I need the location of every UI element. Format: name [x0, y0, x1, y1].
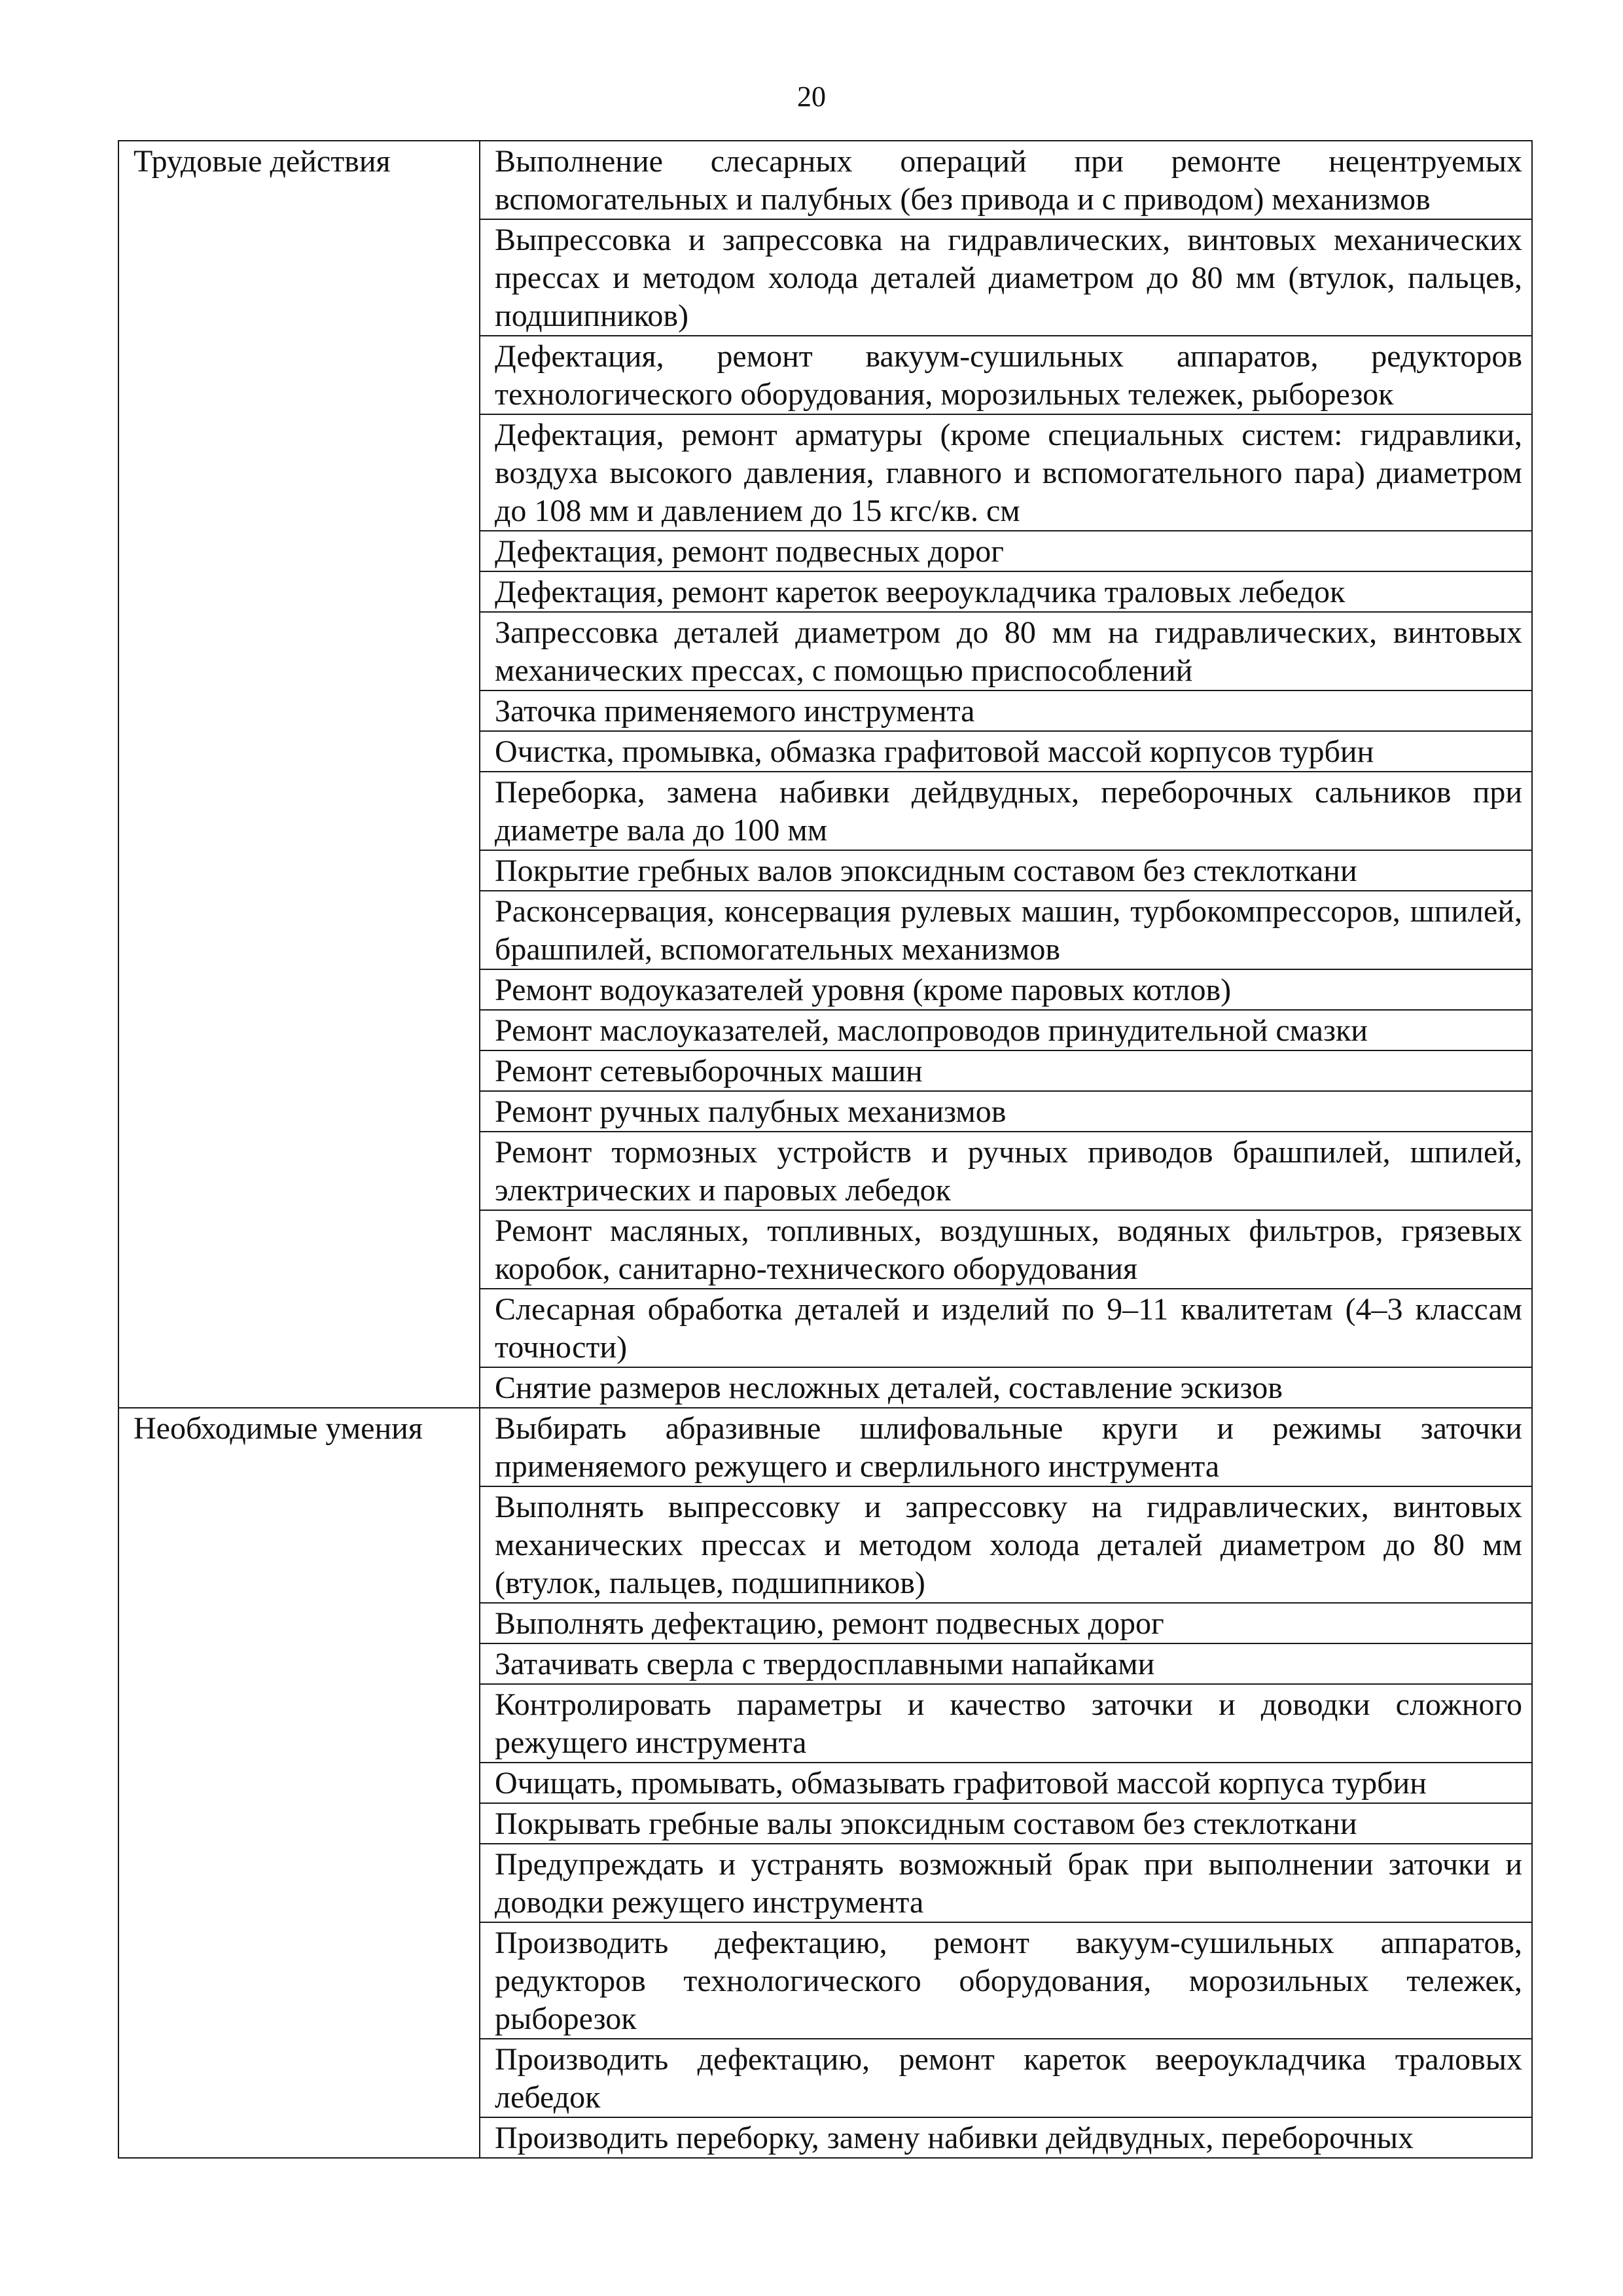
table-cell-item: Расконсервация, консервация рулевых машин, турбокомпрессоров, шпилей, брашпилей, вспомогательных механизмов [480, 891, 1532, 969]
table-row [118, 141, 1532, 219]
table-cell-item: Очищать, промывать, обмазывать графитовой массой корпуса турбин [480, 1763, 1532, 1803]
table-cell-item: Выбирать абразивные шлифовальные круги и режимы заточки применяемого режущего и сверлильного инструмента [480, 1408, 1532, 1486]
section-label: Трудовые действия [118, 141, 480, 1408]
table-cell-item: Ремонт тормозных устройств и ручных приводов брашпилей, шпилей, электрических и паровых лебедок [480, 1132, 1532, 1210]
table-cell-item: Затачивать сверла с твердосплавными напайками [480, 1643, 1532, 1684]
table-cell-item: Производить дефектацию, ремонт вакуум-сушильных аппаратов, редукторов технологического оборудования, морозильных тележек, рыборезок [480, 1922, 1532, 2039]
table-body [118, 141, 1532, 2158]
table-cell-item: Покрывать гребные валы эпоксидным составом без стеклоткани [480, 1803, 1532, 1844]
table-cell-item: Снятие размеров несложных деталей, составление эскизов [480, 1367, 1532, 1408]
table-cell-item: Дефектация, ремонт арматуры (кроме специальных систем: гидравлики, воздуха высокого давления, главного и вспомогательного пара) диаметром до 108 мм и давлением до 15 кгс/кв. см [480, 414, 1532, 531]
table-cell-item: Дефектация, ремонт подвесных дорог [480, 531, 1532, 571]
table-cell-item: Ремонт маслоуказателей, маслопроводов принудительной смазки [480, 1010, 1532, 1050]
table-cell-item: Дефектация, ремонт вакуум-сушильных аппаратов, редукторов технологического оборудования, морозильных тележек, рыборезок [480, 336, 1532, 414]
table-cell-item: Ремонт водоуказателей уровня (кроме паровых котлов) [480, 969, 1532, 1010]
table-cell-item: Выполнять выпрессовку и запрессовку на гидравлических, винтовых механических прессах и методом холода деталей диаметром до 80 мм (втулок, пальцев, подшипников) [480, 1486, 1532, 1603]
table-cell-item: Заточка применяемого инструмента [480, 691, 1532, 731]
table-row [118, 1408, 1532, 1486]
table-cell-item: Выполнять дефектацию, ремонт подвесных дорог [480, 1603, 1532, 1643]
table-cell-item: Покрытие гребных валов эпоксидным составом без стеклоткани [480, 850, 1532, 891]
section-label: Необходимые умения [118, 1408, 480, 2158]
page-number: 20 [797, 81, 826, 113]
table-cell-item: Ремонт масляных, топливных, воздушных, водяных фильтров, грязевых коробок, санитарно-технического оборудования [480, 1210, 1532, 1289]
table-cell-item: Производить переборку, замену набивки дейдвудных, переборочных [480, 2117, 1532, 2158]
table-cell-item: Переборка, замена набивки дейдвудных, переборочных сальников при диаметре вала до 100 мм [480, 772, 1532, 850]
table-cell-item: Ремонт ручных палубных механизмов [480, 1091, 1532, 1132]
table-cell-item: Выпрессовка и запрессовка на гидравлических, винтовых механических прессах и методом холода деталей диаметром до 80 мм (втулок, пальцев, подшипников) [480, 219, 1532, 336]
table-cell-item: Выполнение слесарных операций при ремонте нецентруемых вспомогательных и палубных (без привода и с приводом) механизмов [480, 141, 1532, 219]
table-cell-item: Очистка, промывка, обмазка графитовой массой корпусов турбин [480, 731, 1532, 772]
table-cell-item: Производить дефектацию, ремонт кареток веероукладчика траловых лебедок [480, 2039, 1532, 2117]
table-cell-item: Запрессовка деталей диаметром до 80 мм на гидравлических, винтовых механических прессах, с помощью приспособлений [480, 612, 1532, 691]
table-cell-item: Контролировать параметры и качество заточки и доводки сложного режущего инструмента [480, 1684, 1532, 1763]
table-cell-item: Слесарная обработка деталей и изделий по 9–11 квалитетам (4–3 классам точности) [480, 1289, 1532, 1367]
table-cell-item: Дефектация, ремонт кареток веероукладчика траловых лебедок [480, 571, 1532, 612]
table-cell-item: Предупреждать и устранять возможный брак при выполнении заточки и доводки режущего инструмента [480, 1844, 1532, 1922]
competency-table [118, 140, 1533, 2159]
table-cell-item: Ремонт сетевыборочных машин [480, 1050, 1532, 1091]
